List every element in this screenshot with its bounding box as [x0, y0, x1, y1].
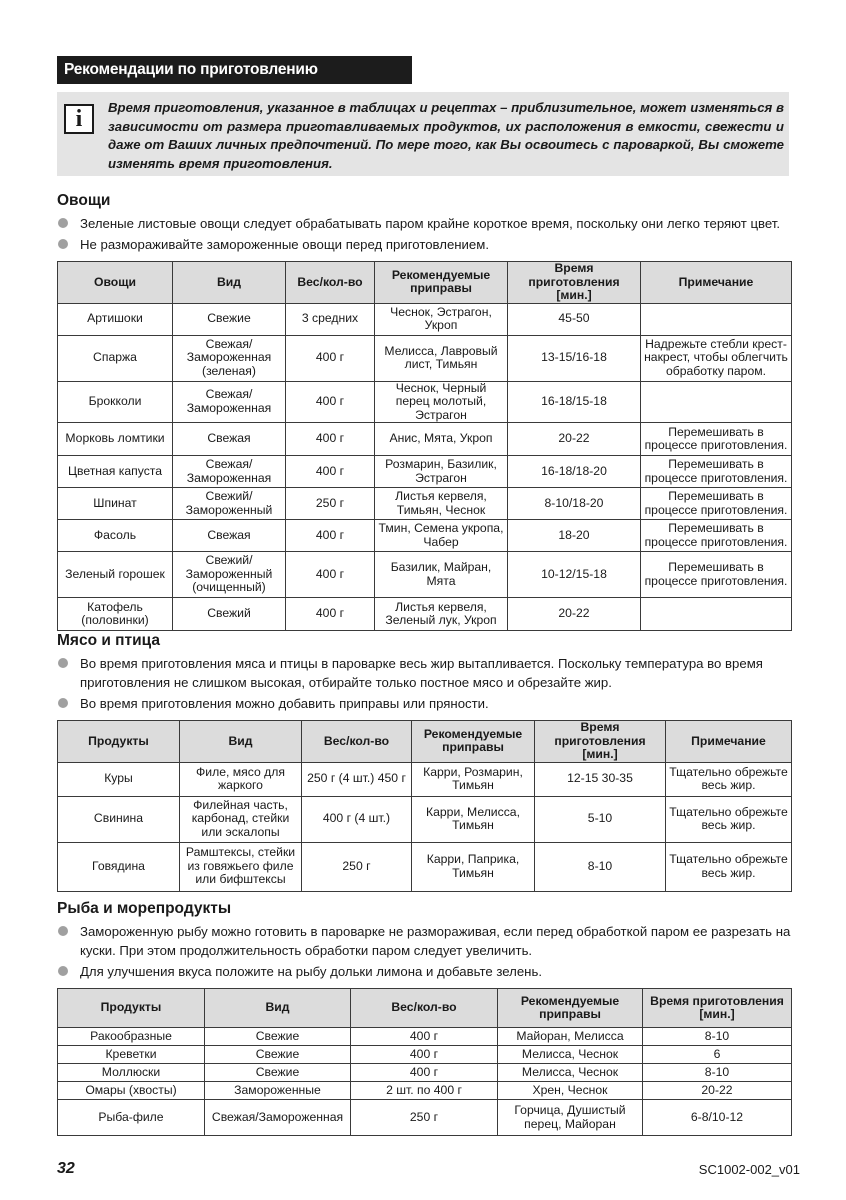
table-header: Рекомендуемые приправы: [498, 989, 643, 1028]
table-cell: 250 г: [302, 842, 412, 891]
fish-table: [57, 988, 792, 1136]
table-cell: Мелисса, Лавровый лист, Тимьян: [375, 335, 508, 381]
table-cell: [641, 381, 792, 423]
table-cell: 8-10: [643, 1028, 792, 1046]
bullet-item: Для улучшения вкуса положите на рыбу дольки лимона и добавьте зелень.: [57, 962, 792, 981]
table-cell: 8-10/18-20: [508, 488, 641, 520]
bullet-item: Во время приготовления можно добавить приправы или пряности.: [57, 694, 792, 713]
table-row: [58, 552, 792, 598]
bullet-item: Во время приготовления мяса и птицы в пароварке весь жир вытапливается. Поскольку температура во время приготовления не слишком высокая, отбирайте только постное мясо и обрезайте жир.: [57, 654, 792, 692]
table-cell: Свежий: [173, 598, 286, 631]
bullet-dot-icon: [58, 658, 68, 668]
table-cell: Свежий/ Замороженный (очищенный): [173, 552, 286, 598]
table-cell: Свежие: [173, 303, 286, 335]
table-cell: 8-10: [643, 1064, 792, 1082]
table-cell: Тщательно обрежьте весь жир.: [666, 796, 792, 842]
table-header: Рекомендуемые приправы: [412, 721, 535, 763]
table-cell: Ракообразные: [58, 1028, 205, 1046]
table-cell: 10-12/15-18: [508, 552, 641, 598]
table-cell: Чеснок, Эстрагон, Укроп: [375, 303, 508, 335]
table-header: Вес/кол-во: [302, 721, 412, 763]
vegetables-heading: Овощи: [57, 192, 111, 209]
table-cell: 6: [643, 1046, 792, 1064]
table-cell: 20-22: [508, 598, 641, 631]
table-row: [58, 1028, 792, 1046]
table-cell: Листья кервеля, Зеленый лук, Укроп: [375, 598, 508, 631]
table-cell: Брокколи: [58, 381, 173, 423]
table-cell: Замороженные: [205, 1082, 351, 1100]
table-cell: Свинина: [58, 796, 180, 842]
table-header: Овощи: [58, 262, 173, 304]
table-cell: 400 г: [286, 552, 375, 598]
document-code: SC1002-002_v01: [698, 1162, 800, 1177]
table-cell: 18-20: [508, 520, 641, 552]
table-row: [58, 335, 792, 381]
fish-bullets: [57, 922, 792, 983]
bullet-dot-icon: [58, 926, 68, 936]
table-cell: Мелисса, Чеснок: [498, 1064, 643, 1082]
table-row: [58, 1046, 792, 1064]
table-cell: Анис, Мята, Укроп: [375, 423, 508, 456]
table-row: [58, 1100, 792, 1136]
table-cell: Цветная капуста: [58, 456, 173, 488]
table-cell: Майоран, Мелисса: [498, 1028, 643, 1046]
table-cell: Тщательно обрежьте весь жир.: [666, 842, 792, 891]
bullet-item: Зеленые листовые овощи следует обрабатывать паром крайне короткое время, поскольку они легко теряют цвет.: [57, 214, 792, 233]
table-cell: Мелисса, Чеснок: [498, 1046, 643, 1064]
table-cell: Свежая/ Замороженная (зеленая): [173, 335, 286, 381]
bullet-dot-icon: [58, 698, 68, 708]
table-cell: Фасоль: [58, 520, 173, 552]
table-cell: [641, 303, 792, 335]
table-cell: 8-10: [535, 842, 666, 891]
bullet-item: Замороженную рыбу можно готовить в пароварке не размораживая, если перед обработкой паром ее разрезать на куски. При этом продолжительность обработки паром следует увеличить.: [57, 922, 792, 960]
table-cell: Свежая: [173, 520, 286, 552]
table-cell: Перемешивать в процессе приготовления.: [641, 488, 792, 520]
bullet-dot-icon: [58, 966, 68, 976]
table-cell: 13-15/16-18: [508, 335, 641, 381]
table-cell: Базилик, Майран, Мята: [375, 552, 508, 598]
table-cell: Омары (хвосты): [58, 1082, 205, 1100]
table-cell: Говядина: [58, 842, 180, 891]
table-row: [58, 303, 792, 335]
table-cell: 20-22: [643, 1082, 792, 1100]
table-cell: 400 г: [286, 335, 375, 381]
table-cell: Морковь ломтики: [58, 423, 173, 456]
table-cell: 250 г: [351, 1100, 498, 1136]
table-cell: 400 г (4 шт.): [302, 796, 412, 842]
table-cell: Рыба-филе: [58, 1100, 205, 1136]
table-cell: Хрен, Чеснок: [498, 1082, 643, 1100]
table-cell: 16-18/15-18: [508, 381, 641, 423]
table-header: Примечание: [641, 262, 792, 304]
table-row: [58, 456, 792, 488]
section-title: Рекомендации по приготовлению: [57, 56, 412, 84]
table-cell: Свежие: [205, 1028, 351, 1046]
table-row: [58, 1064, 792, 1082]
table-header: Вид: [173, 262, 286, 304]
table-cell: Креветки: [58, 1046, 205, 1064]
table-header: Вид: [180, 721, 302, 763]
vegetables-table: [57, 261, 792, 631]
table-row: [58, 381, 792, 423]
table-cell: 400 г: [286, 520, 375, 552]
table-header: Время приготовления [мин.]: [643, 989, 792, 1028]
table-row: [58, 423, 792, 456]
table-row: [58, 598, 792, 631]
table-cell: Карри, Паприка, Тимьян: [412, 842, 535, 891]
bullet-dot-icon: [58, 218, 68, 228]
table-cell: Розмарин, Базилик, Эстрагон: [375, 456, 508, 488]
meat-heading: Мясо и птица: [57, 632, 161, 649]
table-row: [58, 762, 792, 796]
table-cell: 400 г: [351, 1046, 498, 1064]
table-header: Вес/кол-во: [351, 989, 498, 1028]
table-cell: Спаржа: [58, 335, 173, 381]
table-cell: Перемешивать в процессе приготовления.: [641, 423, 792, 456]
meat-bullets: [57, 654, 792, 715]
table-row: [58, 1082, 792, 1100]
table-cell: Филейная часть, карбонад, стейки или эскалопы: [180, 796, 302, 842]
table-header: Продукты: [58, 721, 180, 763]
info-box: [57, 92, 789, 176]
table-cell: Свежая/ Замороженная: [173, 381, 286, 423]
table-cell: Зеленый горошек: [58, 552, 173, 598]
fish-heading: Рыба и морепродукты: [57, 900, 232, 917]
table-cell: Свежая/Замороженная: [205, 1100, 351, 1136]
table-cell: Горчица, Душистый перец, Майоран: [498, 1100, 643, 1136]
table-cell: Перемешивать в процессе приготовления.: [641, 520, 792, 552]
table-header: Примечание: [666, 721, 792, 763]
bullet-item: Не размораживайте замороженные овощи перед приготовлением.: [57, 235, 792, 254]
table-row: [58, 796, 792, 842]
info-icon: i: [64, 104, 94, 134]
table-row: [58, 842, 792, 891]
table-cell: 45-50: [508, 303, 641, 335]
table-cell: Карри, Мелисса, Тимьян: [412, 796, 535, 842]
table-cell: Свежий/ Замороженный: [173, 488, 286, 520]
table-cell: 250 г (4 шт.) 450 г: [302, 762, 412, 796]
table-cell: 400 г: [286, 598, 375, 631]
table-cell: Свежая: [173, 423, 286, 456]
table-header: Вид: [205, 989, 351, 1028]
meat-table: [57, 720, 792, 892]
table-cell: Карри, Розмарин, Тимьян: [412, 762, 535, 796]
table-cell: 6-8/10-12: [643, 1100, 792, 1136]
bullet-dot-icon: [58, 239, 68, 249]
table-header: Продукты: [58, 989, 205, 1028]
table-cell: Свежая/ Замороженная: [173, 456, 286, 488]
table-cell: 12-15 30-35: [535, 762, 666, 796]
table-cell: 16-18/18-20: [508, 456, 641, 488]
table-cell: 400 г: [286, 423, 375, 456]
table-cell: 400 г: [286, 456, 375, 488]
table-header: Рекомендуемые приправы: [375, 262, 508, 304]
page-number: 32: [57, 1160, 75, 1177]
table-row: [58, 488, 792, 520]
table-cell: Рамштексы, стейки из говяжьего филе или бифштексы: [180, 842, 302, 891]
vegetables-bullets: [57, 214, 792, 256]
table-cell: 3 средних: [286, 303, 375, 335]
table-cell: Куры: [58, 762, 180, 796]
table-cell: 400 г: [351, 1064, 498, 1082]
table-row: [58, 520, 792, 552]
table-cell: Перемешивать в процессе приготовления.: [641, 552, 792, 598]
table-cell: Свежие: [205, 1064, 351, 1082]
table-cell: Перемешивать в процессе приготовления.: [641, 456, 792, 488]
table-cell: Чеснок, Черный перец молотый, Эстрагон: [375, 381, 508, 423]
table-cell: Тщательно обрежьте весь жир.: [666, 762, 792, 796]
table-cell: Моллюски: [58, 1064, 205, 1082]
table-cell: 400 г: [351, 1028, 498, 1046]
table-cell: Надрежьте стебли крест-накрест, чтобы облегчить обработку паром.: [641, 335, 792, 381]
table-header: Время приготовления [мин.]: [508, 262, 641, 304]
table-cell: 20-22: [508, 423, 641, 456]
table-cell: Артишоки: [58, 303, 173, 335]
table-cell: Катофель (половинки): [58, 598, 173, 631]
info-text: Время приготовления, указанное в таблицах и рецептах – приблизительное, может изменяться в зависимости от размера приготавливаемых продуктов, их расположения в емкости, свежести и даже от Ваших личных предпочтений. По мере того, как Вы освоитесь с пароваркой, Вы сможете изменять время приготовления.: [108, 100, 784, 171]
table-header: Время приготовления [мин.]: [535, 721, 666, 763]
table-cell: 250 г: [286, 488, 375, 520]
table-cell: Шпинат: [58, 488, 173, 520]
table-cell: [641, 598, 792, 631]
table-cell: Тмин, Семена укропа, Чабер: [375, 520, 508, 552]
table-cell: Филе, мясо для жаркого: [180, 762, 302, 796]
table-header: Вес/кол-во: [286, 262, 375, 304]
table-cell: 2 шт. по 400 г: [351, 1082, 498, 1100]
table-cell: Свежие: [205, 1046, 351, 1064]
table-cell: 400 г: [286, 381, 375, 423]
table-cell: 5-10: [535, 796, 666, 842]
table-cell: Листья кервеля, Тимьян, Чеснок: [375, 488, 508, 520]
